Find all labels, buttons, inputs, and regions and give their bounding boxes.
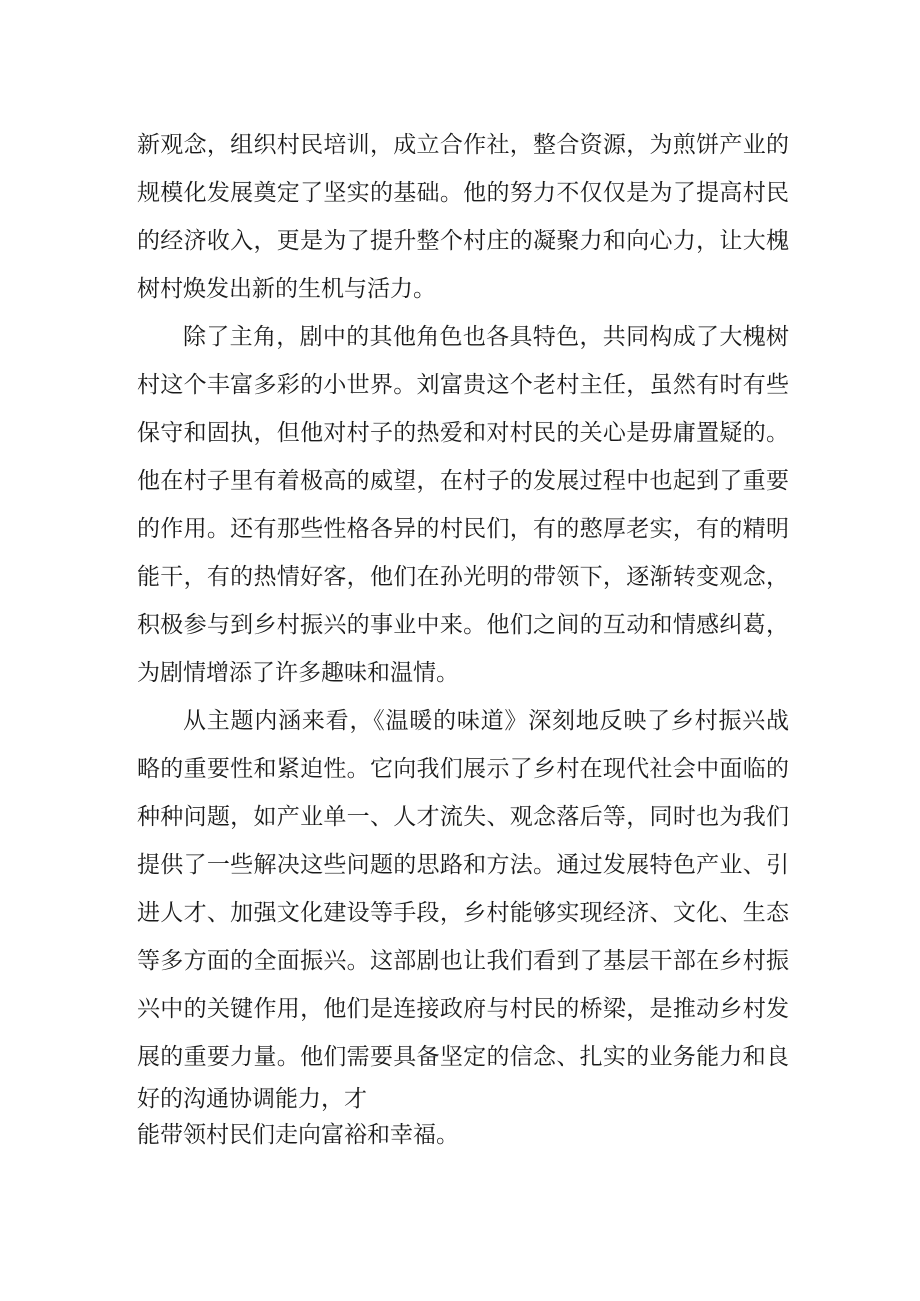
document-page: [137, 121, 789, 1153]
text-line: 略的重要性和紧迫性。它向我们展示了乡村在现代社会中面临的: [137, 756, 789, 782]
text-line: 积极参与到乡村振兴的事业中来。他们之间的互动和情感纠葛，: [137, 612, 789, 638]
text-line: 提供了一些解决这些问题的思路和方法。通过发展特色产业、引: [137, 852, 789, 878]
text-line: 等多方面的全面振兴。这部剧也让我们看到了基层干部在乡村振: [137, 948, 789, 974]
text-line: 进人才、加强文化建设等手段，乡村能够实现经济、文化、生态: [137, 900, 789, 926]
text-line: 为剧情增添了许多趣味和温情。: [137, 660, 459, 686]
paragraph-3: [137, 697, 789, 1153]
text-line: 展的重要力量。他们需要具备坚定的信念、扎实的业务能力和良: [137, 1044, 789, 1070]
paragraph-2: [137, 313, 789, 697]
text-line: 树村焕发出新的生机与活力。: [137, 276, 436, 302]
text-line: 能干，有的热情好客，他们在孙光明的带领下，逐渐转变观念，: [137, 564, 789, 590]
text-line: 规模化发展奠定了坚实的基础。他的努力不仅仅是为了提高村民: [137, 180, 789, 206]
text-line: 兴中的关键作用，他们是连接政府与村民的桥梁，是推动乡村发: [137, 996, 789, 1022]
text-line: 新观念，组织村民培训，成立合作社，整合资源，为煎饼产业的: [137, 132, 789, 158]
text-line: 村这个丰富多彩的小世界。刘富贵这个老村主任，虽然有时有些: [137, 372, 789, 398]
text-line: 的作用。还有那些性格各异的村民们，有的憨厚老实，有的精明: [137, 516, 789, 542]
text-line: 除了主角，剧中的其他角色也各具特色，共同构成了大槐树: [183, 324, 789, 350]
text-line: 的经济收入，更是为了提升整个村庄的凝聚力和向心力，让大槐: [137, 228, 789, 254]
text-line: 好的沟通协调能力，才: [137, 1086, 367, 1112]
text-line: 保守和固执，但他对村子的热爱和对村民的关心是毋庸置疑的。: [137, 420, 789, 446]
text-line: 种种问题，如产业单一、人才流失、观念落后等，同时也为我们: [137, 804, 789, 830]
text-line: 从主题内涵来看，《温暖的味道》深刻地反映了乡村振兴战: [183, 708, 789, 734]
text-line: 能带领村民们走向富裕和幸福。: [137, 1122, 459, 1148]
paragraph-1: [137, 121, 789, 313]
text-line: 他在村子里有着极高的威望，在村子的发展过程中也起到了重要: [137, 468, 789, 494]
